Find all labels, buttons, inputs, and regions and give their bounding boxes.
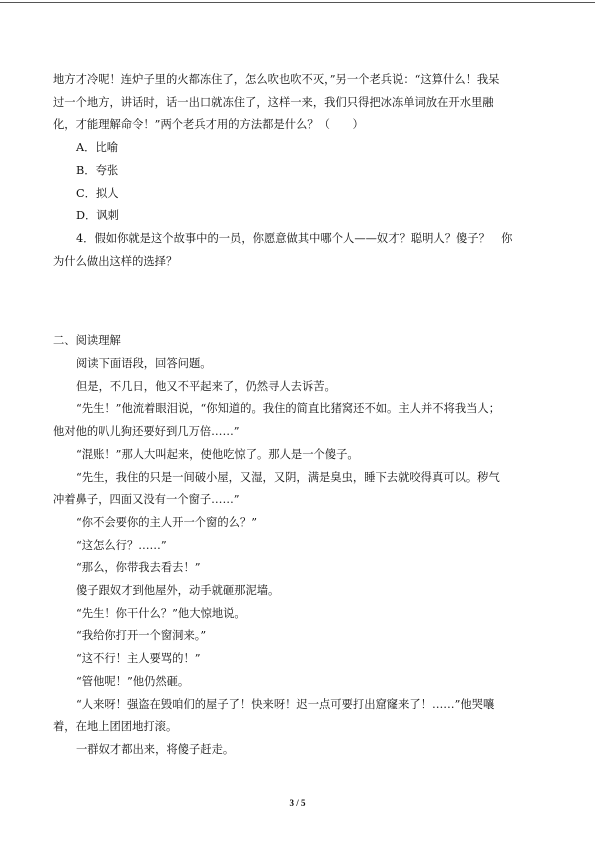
passage-line: “这不行！主人要骂的！” [76,652,201,666]
passage-line: 化，才能理解命令！”两个老兵才用的方法都是什么？（ ） [53,118,364,132]
passage-line: “那么，你带我去看去！” [76,561,201,575]
reading-passage [53,376,543,762]
answer-space [53,273,543,318]
passage-line: “先生，我住的只是一间破小屋，又湿，又阴，满是臭虫，睡下去就咬得真可以。秽气 [76,470,500,484]
option-d: D．讽刺 [76,209,119,223]
passage-line: “你不会要你的主人开一个窗的么？” [76,515,258,529]
passage-line: 地方才冷呢！连炉子里的火都冻住了，怎么吹也吹不灭，”另一个老兵说：“这算什么！我呆 [53,73,500,86]
reading-section [53,330,543,761]
passage-line: 傻子跟奴才到他屋外，动手就砸那泥墙。 [76,584,280,598]
page-number: 3 / 5 [289,798,306,808]
passage-line: “这怎么行？……” [76,538,167,552]
passage-line: “人来呀！强盗在毁咱们的屋子了！快来呀！迟一点可要打出窟窿来了！……”他哭嚷 [76,697,495,711]
passage-line: 着，在地上团团地打滚。 [53,720,178,734]
passage-line: 但是，不几日，他又不平起来了，仍然寻人去诉苦。 [76,379,336,393]
option-a: A．比喻 [76,141,119,155]
option-c: C．拟人 [76,186,119,200]
passage-line: “先生！”他流着眼泪说，“你知道的。我住的简直比猪窝还不如。主人并不将我当人； [76,402,501,416]
passage-line: “管他呢！”他仍然砸。 [76,674,190,688]
passage-line: “混账！”那人大叫起来，使他吃惊了。那人是一个傻子。 [76,447,359,461]
passage-line: 过一个地方，讲话时，话一出口就冻住了，这样一来，我们只得把冰冻单词放在开水里融 [53,95,494,109]
passage-line: 他对他的叭儿狗还要好到几万倍……” [53,425,240,439]
section-instruction: 阅读下面语段，回答问题。 [76,357,212,371]
passage-line: 冲着鼻子，四面又没有一个窗子……” [53,493,240,507]
option-b: B．夸张 [76,163,119,177]
header-rule [0,2,595,3]
passage-line: “我给你打开一个窗洞来。” [76,629,207,643]
page-content [53,69,543,762]
passage-line: “先生！你干什么？”他大惊地说。 [76,606,246,620]
question-block [53,69,543,273]
question-4-line: 为什么做出这样的选择？ [53,254,178,268]
question-4-line: 4．假如你就是这个故事中的一员，你愿意做其中哪个人——奴才？聪明人？傻子？ 你 [76,231,513,245]
passage-line: 一群奴才都出来，将傻子赶走。 [76,742,235,756]
section-title: 二、阅读理解 [53,334,121,348]
